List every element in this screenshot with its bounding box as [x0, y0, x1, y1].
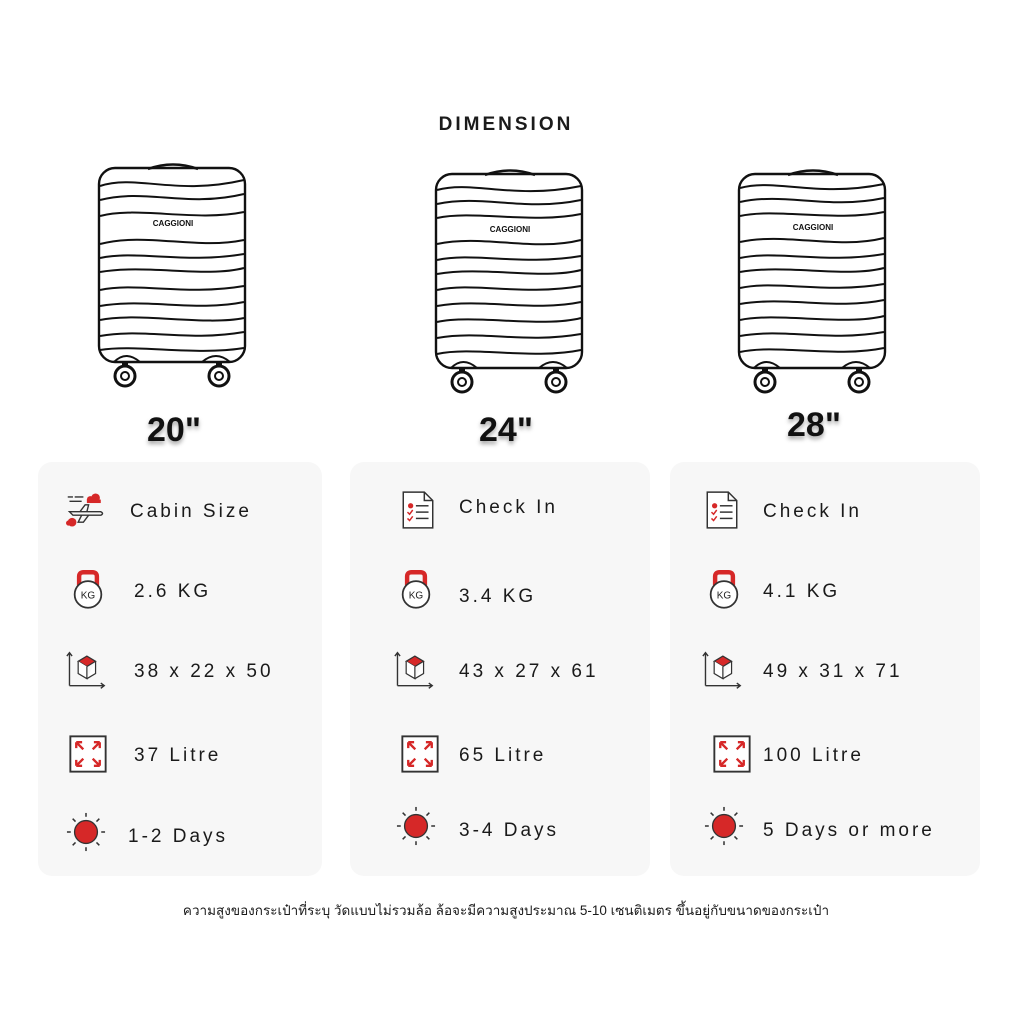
- svg-text:CAGGIONI: CAGGIONI: [489, 225, 531, 234]
- sun-icon: [396, 806, 436, 846]
- footnote: ความสูงของกระเป๋าที่ระบุ วัดแบบไม่รวมล้อ ล้อจะมีความสูงประมาณ 5-10 เซนติเมตร ขึ้นอยู่กับขนาดของกระเป๋า: [182, 903, 830, 918]
- usage-text: Check In: [459, 497, 558, 518]
- dimensions-cube-icon: [394, 650, 434, 690]
- svg-text:KG: KG: [716, 590, 732, 602]
- volume-row: [670, 734, 980, 774]
- document-icon: [702, 490, 742, 530]
- volume-row: [38, 734, 322, 774]
- weight-text: 4.1 KG: [763, 581, 841, 602]
- size-label-24: 24": [479, 411, 533, 449]
- weight-row: [350, 570, 650, 610]
- duration-row: [38, 812, 322, 852]
- sun-icon: [704, 806, 744, 846]
- size-label-20: 20": [147, 411, 201, 449]
- expand-arrows-icon: [400, 734, 440, 774]
- expand-arrows-icon: [712, 734, 752, 774]
- dimensions-row: [38, 650, 322, 690]
- volume-row: [350, 734, 650, 774]
- kettlebell-icon: [396, 570, 436, 610]
- svg-text:KG: KG: [80, 590, 96, 602]
- expand-arrows-icon: [68, 734, 108, 774]
- svg-text:KG: KG: [408, 590, 424, 602]
- spec-card-20: [38, 462, 322, 876]
- dimensions-row: [350, 650, 650, 690]
- kettlebell-icon: [704, 570, 744, 610]
- usage-text: Check In: [763, 501, 862, 522]
- spec-card-28: [670, 462, 980, 876]
- kettlebell-icon: [68, 570, 108, 610]
- usage-row: [670, 490, 980, 530]
- weight-text: 2.6 KG: [134, 581, 212, 602]
- dimensions-text: 43 x 27 x 61: [459, 661, 599, 682]
- duration-row: [350, 806, 650, 846]
- page-title: DIMENSION: [438, 114, 574, 135]
- volume-text: 100 Litre: [763, 745, 864, 766]
- dimensions-text: 49 x 31 x 71: [763, 661, 903, 682]
- volume-text: 37 Litre: [134, 745, 222, 766]
- weight-row: [38, 570, 322, 610]
- usage-row: [38, 490, 322, 530]
- usage-text: Cabin Size: [130, 501, 252, 522]
- dimensions-cube-icon: [702, 650, 742, 690]
- duration-row: [670, 806, 980, 846]
- suitcase-28-image: [735, 166, 891, 398]
- volume-text: 65 Litre: [459, 745, 547, 766]
- dimensions-cube-icon: [66, 650, 106, 690]
- document-icon: [398, 490, 438, 530]
- airplane-icon: [66, 490, 106, 530]
- svg-text:CAGGIONI: CAGGIONI: [792, 223, 834, 232]
- duration-text: 5 Days or more: [763, 820, 935, 841]
- sun-icon: [66, 812, 106, 852]
- spec-card-24: [350, 462, 650, 876]
- dimensions-text: 38 x 22 x 50: [134, 661, 274, 682]
- duration-text: 3-4 Days: [459, 820, 560, 841]
- usage-row: [350, 490, 650, 530]
- dimensions-row: [670, 650, 980, 690]
- weight-text: 3.4 KG: [459, 586, 537, 607]
- suitcase-20-image: [96, 160, 250, 392]
- svg-text:CAGGIONI: CAGGIONI: [152, 219, 194, 228]
- suitcase-24-image: [433, 166, 587, 398]
- duration-text: 1-2 Days: [128, 826, 229, 847]
- weight-row: [670, 570, 980, 610]
- size-label-28: 28": [787, 406, 841, 444]
